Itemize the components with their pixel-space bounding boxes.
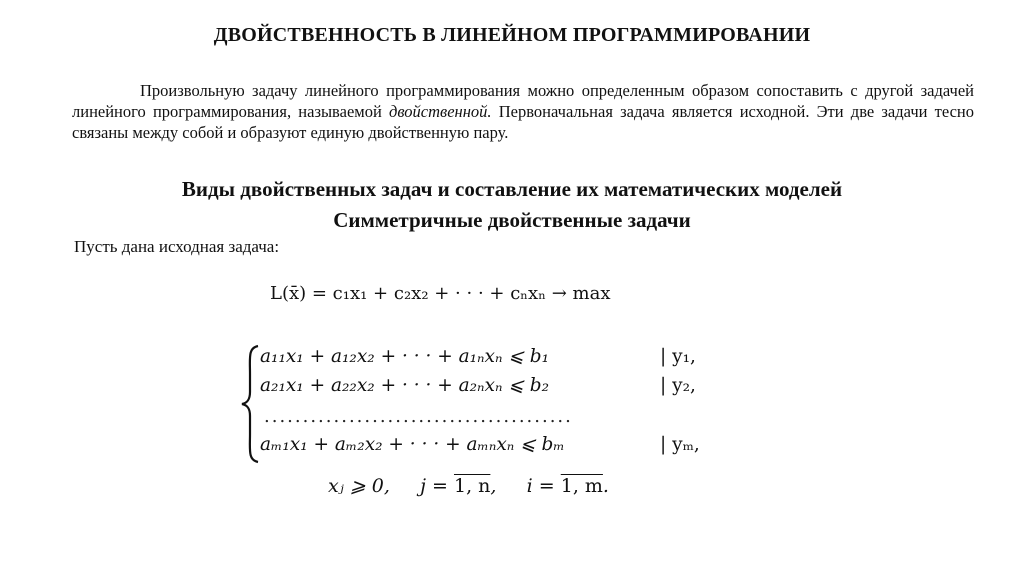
constraint-lhs-1: a₁₁x₁ + a₁₂x₂ + · · · + a₁ₙxₙ ⩽ b₁	[260, 346, 550, 367]
subsection-heading: Симметричные двойственные задачи	[333, 208, 691, 232]
j-range-label: j =	[420, 475, 448, 497]
i-range-label: i =	[526, 475, 555, 497]
dual-variable-1: | y₁,	[660, 346, 696, 367]
j-range-sep: ,	[490, 475, 497, 497]
left-brace-icon	[240, 344, 262, 464]
constraint-lhs-m: aₘ₁x₁ + aₘ₂x₂ + · · · + aₘₙxₙ ⩽ bₘ	[260, 434, 565, 455]
intro-text-2: Первоначальная задача является исходной. Эти две задачи тесно связаны между собой и образуют единую двойственную пару.	[72, 102, 974, 142]
intro-italic-term: двойственной.	[389, 102, 492, 121]
i-range: 1, m	[560, 475, 603, 497]
ellipsis-row: ........................................	[264, 406, 573, 427]
objective-function: L(x̄) = c₁x₁ + c₂x₂ + · · · + cₙxₙ → max	[270, 283, 611, 304]
intro-text-1: Произвольную задачу линейного программирования можно определенным образом сопоставить с другой задачей линейного программирования, называемой	[72, 81, 974, 121]
dual-variable-2: | y₂,	[660, 375, 696, 396]
constraint-lhs-2: a₂₁x₁ + a₂₂x₂ + · · · + a₂ₙxₙ ⩽ b₂	[260, 375, 550, 396]
nonneg-text: xⱼ ⩾ 0,	[328, 475, 390, 497]
constraint-row-1	[260, 346, 696, 367]
given-statement: Пусть дана исходная задача:	[74, 237, 280, 256]
j-range: 1, n	[453, 475, 491, 497]
constraint-system	[240, 344, 740, 464]
constraint-row-2	[260, 375, 696, 396]
dual-variable-m: | yₘ,	[660, 434, 700, 455]
intro-paragraph	[72, 80, 974, 143]
i-range-end: .	[602, 475, 609, 497]
constraint-row-m	[260, 434, 700, 455]
page-title: ДВОЙСТВЕННОСТЬ В ЛИНЕЙНОМ ПРОГРАММИРОВАНИИ	[213, 24, 811, 46]
section-heading: Виды двойственных задач и составление их математических моделей	[181, 177, 843, 201]
nonnegativity-condition	[328, 475, 609, 497]
